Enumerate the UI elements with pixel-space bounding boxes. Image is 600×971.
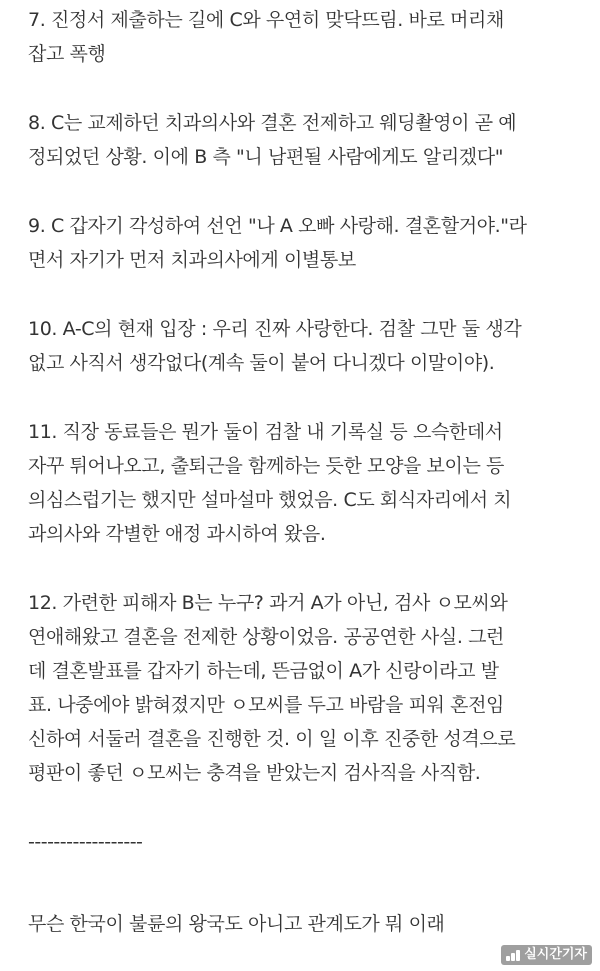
- paragraph-line: 자꾸 튀어나오고, 출퇴근을 함께하는 듯한 모양을 보이는 등: [28, 455, 505, 477]
- paragraph-line: 의심스럽기는 했지만 설마설마 했었음. C도 회식자리에서 치: [28, 489, 512, 511]
- closing-remark: 무슨 한국이 불륜의 왕국도 아니고 관계도가 뭐 이래: [28, 913, 445, 935]
- paragraph-line: 9. C 갑자기 각성하여 선언 "나 A 오빠 사랑해. 결혼할거야."라: [28, 215, 527, 237]
- numbered-paragraph: [28, 312, 588, 380]
- watermark-text: 실시간기자: [524, 947, 587, 962]
- paragraph-line: 10. A-C의 현재 입장 : 우리 진짜 사랑한다. 검찰 그만 둘 생각: [28, 318, 522, 340]
- paragraph-line: 과의사와 각별한 애정 과시하여 왔음.: [28, 523, 326, 545]
- paragraph-line: 없고 사직서 생각없다(계속 둘이 붙어 다니겠다 이말이야).: [28, 352, 495, 374]
- paragraph-line: 면서 자기가 먼저 치과의사에게 이별통보: [28, 249, 356, 271]
- dashed-divider: ------------------: [28, 831, 143, 853]
- paragraph-line: 7. 진정서 제출하는 길에 C와 우연히 맞닥뜨림. 바로 머리채: [28, 9, 504, 31]
- paragraph-line: 11. 직장 동료들은 뭔가 둘이 검찰 내 기록실 등 으슥한데서: [28, 421, 503, 443]
- article-body: [28, 3, 588, 941]
- bar-chart-logo-icon: [506, 950, 521, 961]
- paragraph-line: 12. 가련한 피해자 B는 누구? 과거 A가 아닌, 검사 ㅇ모씨와: [28, 592, 508, 614]
- numbered-paragraph: [28, 106, 588, 174]
- numbered-paragraph: [28, 3, 588, 71]
- paragraph-line: 표. 나중에야 밝혀졌지만 ㅇ모씨를 두고 바람을 피워 혼전임: [28, 694, 505, 716]
- paragraph-line: 데 결혼발표를 갑자기 하는데, 뜬금없이 A가 신랑이라고 발: [28, 660, 499, 682]
- numbered-paragraph: [28, 209, 588, 277]
- paragraph-line: 평판이 좋던 ㅇ모씨는 충격을 받았는지 검사직을 사직함.: [28, 762, 481, 784]
- paragraph-line: 신하여 서둘러 결혼을 진행한 것. 이 일 이후 진중한 성격으로: [28, 728, 516, 750]
- paragraph-line: 8. C는 교제하던 치과의사와 결혼 전제하고 웨딩촬영이 곧 예: [28, 112, 517, 134]
- paragraph-line: 연애해왔고 결혼을 전제한 상황이었음. 공공연한 사실. 그런: [28, 626, 505, 648]
- numbered-paragraph: [28, 586, 588, 790]
- watermark: [501, 945, 592, 965]
- numbered-paragraph: [28, 415, 588, 551]
- paragraph-line: 잡고 폭행: [28, 43, 106, 65]
- paragraph-line: 정되었던 상황. 이에 B 측 "니 남편될 사람에게도 알리겠다": [28, 146, 504, 168]
